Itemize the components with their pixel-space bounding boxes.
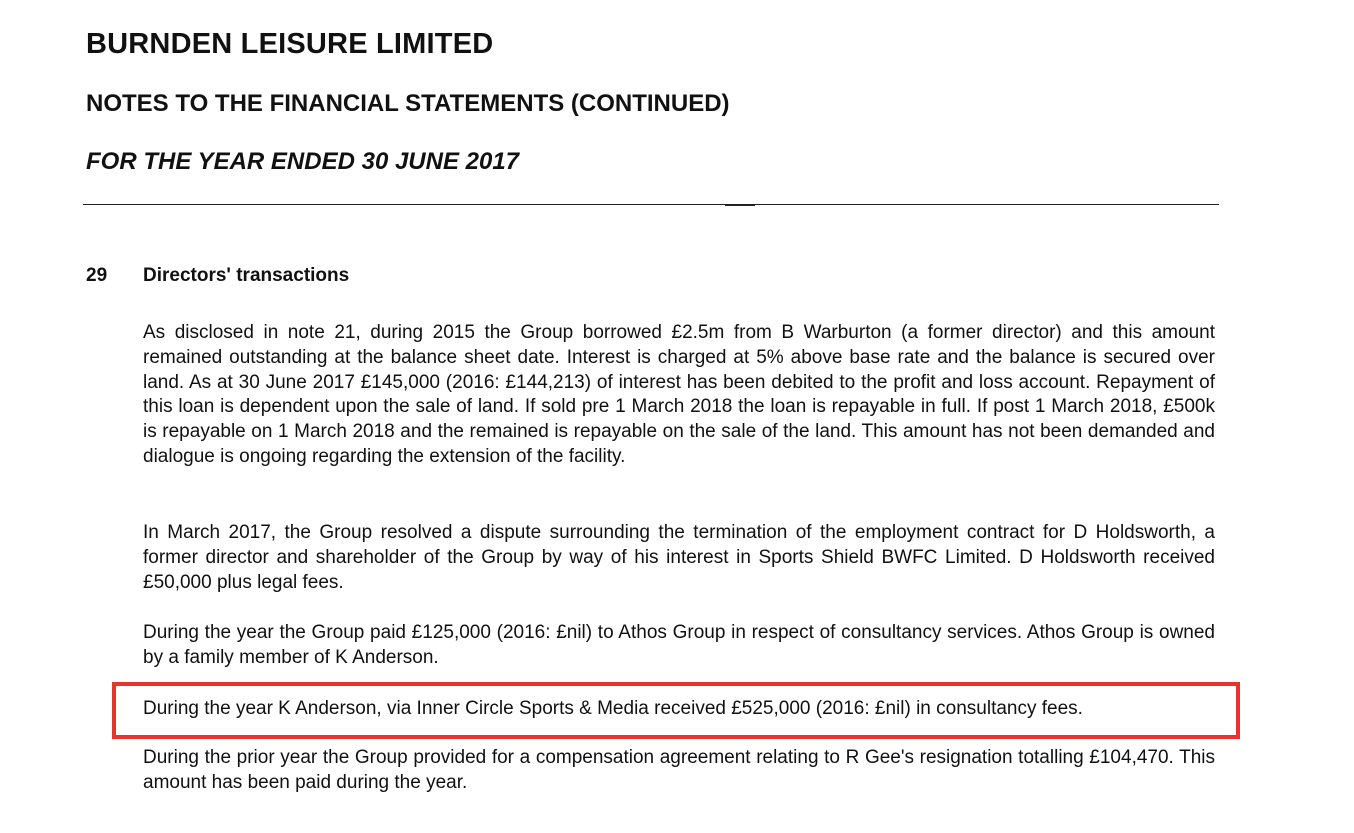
paragraph-holdsworth-dispute: In March 2017, the Group resolved a dispute surrounding the termination of the employment contract for D Holdsworth, a former director and shareholder of the Group by way of his interest in Sports Shield BWFC Limited. D Holdsworth received £50,000 plus legal fees.: [143, 522, 1215, 593]
notes-title: NOTES TO THE FINANCIAL STATEMENTS (CONTINUED): [86, 90, 730, 117]
period-title: FOR THE YEAR ENDED 30 JUNE 2017: [86, 148, 520, 175]
company-name: BURNDEN LEISURE LIMITED: [86, 28, 494, 60]
paragraph-warburton-loan: As disclosed in note 21, during 2015 the Group borrowed £2.5m from B Warburton (a former director) and this amount remained outstanding at the balance sheet date. Interest is charged at 5% above base rate and the balance is secured over land. As at 30 June 2017 £145,000 (2016: £144,213) of interest has been debited to the profit and loss account. Repayment of this loan is dependent upon the sale of land. If sold pre 1 March 2018 the loan is repayable in full. If post 1 March 2018, £500k is repayable on 1 March 2018 and the remained is repayable on the sale of the land. This amount has not been demanded and dialogue is ongoing regarding the extension of the facility.: [143, 322, 1215, 467]
paragraph-anderson-fees: During the year K Anderson, via Inner Circle Sports & Media received £525,000 (2016: £nil) in consultancy fees.: [143, 698, 1083, 719]
note-heading: Directors' transactions: [143, 265, 350, 286]
note-number: 29: [86, 265, 108, 286]
paragraph-athos-group: During the year the Group paid £125,000 (2016: £nil) to Athos Group in respect of consultancy services. Athos Group is owned by a family member of K Anderson.: [143, 622, 1215, 668]
header-divider: [83, 204, 1219, 205]
paragraph-gee-compensation: During the prior year the Group provided for a compensation agreement relating to R Gee's resignation totalling £104,470. This amount has been paid during the year.: [143, 747, 1215, 793]
